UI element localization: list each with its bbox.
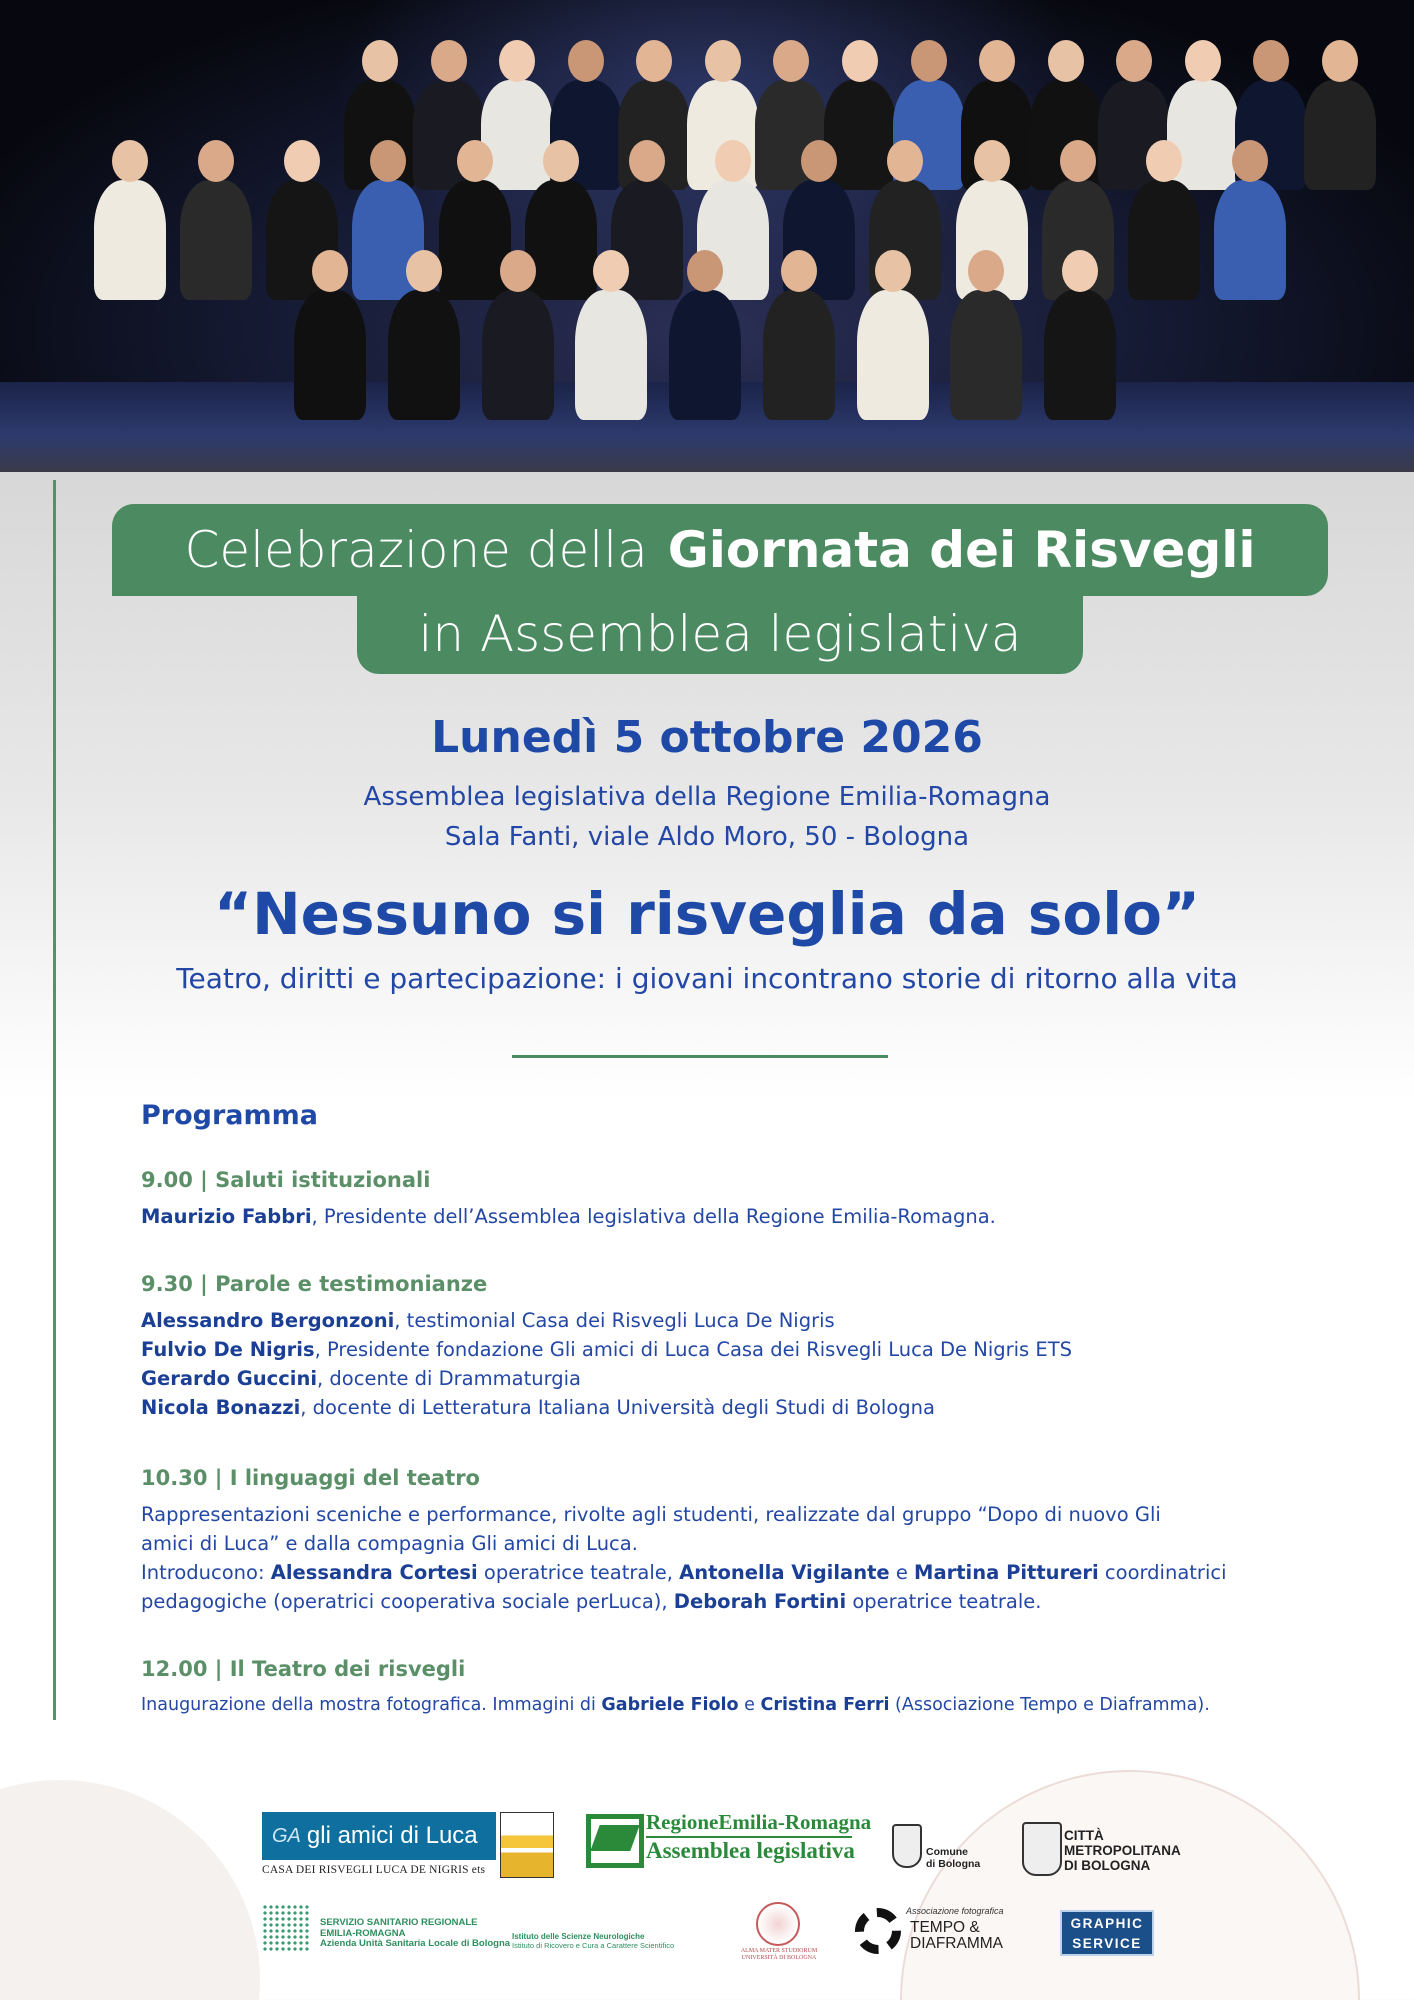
person-silhouette (384, 250, 464, 420)
person-silhouette (1124, 140, 1204, 300)
programme-heading: Programma (141, 1100, 319, 1131)
event-date: Lunedì 5 ottobre 2026 (431, 712, 983, 763)
left-accent-rule (53, 480, 56, 1720)
title-line2: in Assemblea legislativa (418, 605, 1022, 663)
slot-description: Inaugurazione della mostra fotografica. Immagini di Gabriele Fiolo e Cristina Ferri (Associazione Tempo e Diaframma). (141, 1695, 1210, 1715)
speaker-line: Alessandro Bergonzoni, testimonial Casa dei Risvegli Luca De Nigris (141, 1309, 835, 1332)
programme-slot-1 (141, 1168, 1341, 1231)
tempo-diaframma-name: TEMPO & DIAFRAMMA (910, 1919, 1003, 1952)
assemblea-name: Assemblea legislativa (646, 1838, 855, 1863)
amici-sun-icon (500, 1812, 554, 1878)
person-silhouette (1040, 250, 1120, 420)
alma-mater-seal-icon (756, 1902, 800, 1946)
programme-slot-3 (141, 1466, 1341, 1616)
isn-logo-text: Istituto delle Scienze Neurologiche Istituto di Ricovero e Cura a Carattere Scientifico (512, 1932, 675, 1950)
person-silhouette (665, 250, 745, 420)
slot-description: amici di Luca” e dalla compagnia Gli amici di Luca. (141, 1532, 638, 1555)
slot-time: 9.30 | Parole e testimonianze (141, 1272, 488, 1296)
tempo-diaframma-assoc: Associazione fotografica (906, 1906, 1004, 1916)
title-prefix: Celebrazione della (184, 521, 648, 579)
event-quote: “Nessuno si risveglia da solo” (213, 880, 1201, 948)
metro-crest-icon (1022, 1822, 1062, 1876)
programme-slot-2 (141, 1272, 1341, 1422)
introducers-line: Introducono: Alessandra Cortesi operatrice teatrale, Antonella Vigilante e Martina Pittureri coordinatrici (141, 1561, 1227, 1584)
event-subtitle: Teatro, diritti e partecipazione: i giovani incontrano storie di ritorno alla vita (176, 962, 1238, 995)
speaker-line: Maurizio Fabbri, Presidente dell’Assemblea legislativa della Regione Emilia-Romagna. (141, 1205, 996, 1228)
person-silhouette (853, 250, 933, 420)
title-highlight: Giornata dei Risvegli (667, 521, 1256, 579)
speaker-line: Fulvio De Nigris, Presidente fondazione Gli amici di Luca Casa dei Risvegli Luca De Nigris ETS (141, 1338, 1073, 1361)
speaker-name: Nicola Bonazzi (141, 1396, 301, 1419)
regione-flag-icon (586, 1814, 644, 1868)
speaker-name: Alessandro Bergonzoni (141, 1309, 395, 1332)
programme-slot-4 (141, 1657, 1341, 1720)
slot-time: 10.30 | I linguaggi del teatro (141, 1466, 480, 1490)
person-silhouette (290, 250, 370, 420)
person-silhouette (759, 250, 839, 420)
person-silhouette (90, 140, 170, 300)
slot-description: Rappresentazioni sceniche e performance, rivolte agli studenti, realizzate dal gruppo “Dopo di nuovo Gli (141, 1503, 1161, 1526)
comune-crest-icon (892, 1824, 922, 1868)
metro-logo-text: CITTÀ METROPOLITANA DI BOLOGNA (1064, 1828, 1181, 1873)
regione-name: RegioneEmilia-Romagna (646, 1810, 872, 1834)
comune-logo-text: Comune di Bologna (926, 1846, 981, 1870)
person-silhouette (176, 140, 256, 300)
decor-circle-right (900, 1770, 1360, 2000)
speaker-name: Gerardo Guccini (141, 1367, 318, 1390)
person-silhouette (1210, 140, 1290, 300)
ssr-dot-grid-icon (262, 1904, 310, 1952)
graphic-service-logo: GRAPHIC SERVICE (1060, 1910, 1154, 1956)
amici-di-luca-logo: GA gli amici di Luca (262, 1812, 496, 1860)
slot-time: 12.00 | Il Teatro dei risvegli (141, 1657, 466, 1681)
aperture-icon (855, 1908, 901, 1954)
amici-subtitle: CASA DEI RISVEGLI LUCA DE NIGRIS ets (262, 1864, 486, 1876)
speaker-line: Gerardo Guccini, docente di Drammaturgia (141, 1367, 581, 1390)
decor-circle-left (0, 1780, 260, 2000)
ssr-logo-text: SERVIZIO SANITARIO REGIONALE EMILIA-ROMAGNA Azienda Unità Sanitaria Locale di Bologna (320, 1917, 511, 1949)
speaker-name: Maurizio Fabbri (141, 1205, 312, 1228)
header-photo (0, 0, 1414, 472)
title-pill-line2 (357, 594, 1083, 674)
speaker-line: Nicola Bonazzi, docente di Letteratura Italiana Università degli Studi di Bologna (141, 1396, 935, 1419)
title-pill-line1 (112, 504, 1328, 596)
person-silhouette (1300, 40, 1380, 190)
venue-line2: Sala Fanti, viale Aldo Moro, 50 - Bologna (444, 822, 970, 852)
slot-time: 9.00 | Saluti istituzionali (141, 1168, 431, 1192)
person-silhouette (946, 250, 1026, 420)
person-silhouette (478, 250, 558, 420)
speaker-name: Fulvio De Nigris (141, 1338, 315, 1361)
person-silhouette (571, 250, 651, 420)
section-divider (512, 1055, 888, 1058)
venue-line1: Assemblea legislativa della Regione Emilia-Romagna (363, 782, 1051, 812)
alma-mater-text: ALMA MATER STUDIORUM UNIVERSITÀ DI BOLOGNA (740, 1948, 818, 1961)
introducers-line: pedagogiche (operatrici cooperativa sociale perLuca), Deborah Fortini operatrice teatrale. (141, 1590, 1042, 1613)
